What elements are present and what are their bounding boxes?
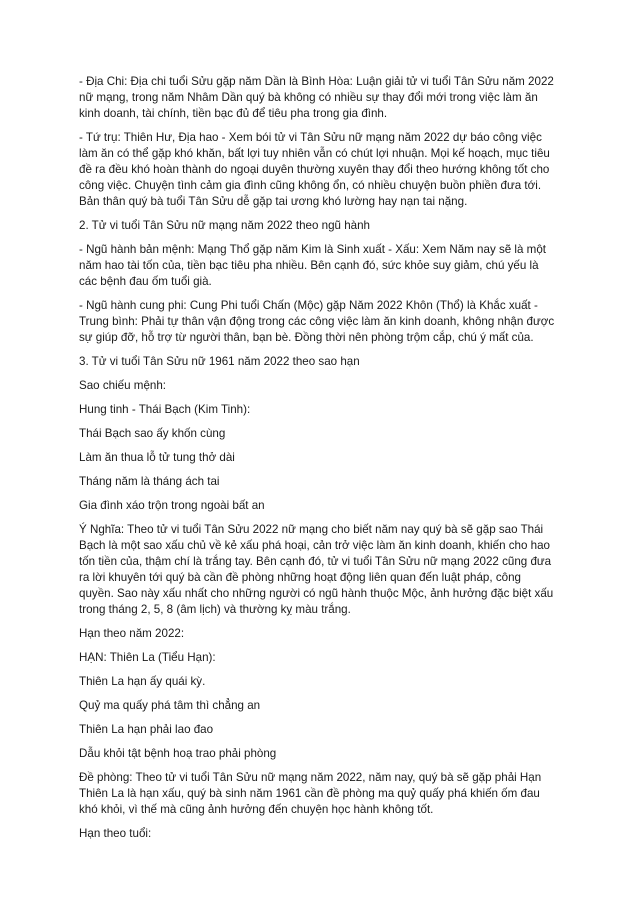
paragraph bbox=[79, 674, 565, 690]
text-line: Bản thân quý bà tuổi Tân Sửu dễ gặp tai ương khó lường hay nạn tai nặng. bbox=[79, 195, 468, 208]
text-line: - Ngũ hành bản mệnh: Mạng Thổ gặp năm Kim là Sinh xuất - Xấu: Xem Năm nay sẽ là một bbox=[79, 243, 546, 256]
text-line: Làm ăn thua lỗ tử tung thở dài bbox=[79, 451, 235, 464]
text-line: ra lời khuyên tới quý bà cần đề phòng những hoạt động liên quan đến luật pháp, công bbox=[79, 571, 521, 584]
paragraph bbox=[79, 378, 565, 394]
text-line: 3. Tử vi tuổi Tân Sửu nữ 1961 năm 2022 theo sao hạn bbox=[79, 355, 360, 368]
text-line: đề ra đều khó hoàn thành do ngoại duyên thường xuyên thay đổi theo hướng không tốt cho bbox=[79, 163, 550, 176]
paragraph bbox=[79, 826, 565, 842]
text-line: Dẫu khỏi tật bệnh hoạ trao phải phòng bbox=[79, 747, 277, 760]
text-line: Thiên La hạn ấy quái kỳ. bbox=[79, 675, 206, 688]
paragraph bbox=[79, 522, 565, 618]
text-line: - Tứ trụ: Thiên Hư, Địa hao - Xem bói tử vi Tân Sửu nữ mạng năm 2022 dự báo công việc bbox=[79, 131, 542, 144]
text-line: khó khỏi, vì thế mà cũng ảnh hưởng đến chuyện học hành không tốt. bbox=[79, 803, 434, 816]
paragraph bbox=[79, 218, 565, 234]
paragraph bbox=[79, 298, 565, 346]
text-line: làm ăn có thể gặp khó khăn, bất lợi tuy nhiên vẫn có chút lợi nhuận. Mọi kế hoạch, mục tiêu bbox=[79, 147, 550, 160]
paragraph bbox=[79, 130, 565, 210]
text-line: sự giúp đỡ, hỗ trợ từ người thân, bạn bè. Đồng thời nên phòng trộm cắp, chú ý mất của. bbox=[79, 331, 534, 344]
text-line: Thái Bạch sao ấy khốn cùng bbox=[79, 427, 226, 440]
paragraph bbox=[79, 650, 565, 666]
text-line: nữ mạng, trong năm Nhâm Dần quý bà không có nhiều sự thay đổi mới trong việc làm ăn bbox=[79, 91, 538, 104]
text-line: Thiên La là hạn xấu, quý bà sinh năm 1961 cần đề phòng ma quỷ quấy phá khiến ốm đau bbox=[79, 787, 540, 800]
text-line: Hung tinh - Thái Bạch (Kim Tinh): bbox=[79, 403, 251, 416]
paragraph bbox=[79, 426, 565, 442]
paragraph bbox=[79, 450, 565, 466]
paragraph bbox=[79, 698, 565, 714]
text-line: - Địa Chi: Địa chi tuổi Sửu gặp năm Dần là Bình Hòa: Luận giải tử vi tuổi Tân Sửu năm 2022 bbox=[79, 75, 554, 88]
paragraph bbox=[79, 354, 565, 370]
paragraph bbox=[79, 474, 565, 490]
text-line: Hạn theo tuổi: bbox=[79, 827, 152, 840]
text-line: Bạch là một sao xấu chủ về kẻ xấu phá hoại, cản trở việc làm ăn kinh doanh, khiến cho hao bbox=[79, 539, 550, 552]
text-line: quyền. Sao này xấu nhất cho những người có ngũ hành thuộc Mộc, ảnh hưởng đặc biệt xấu bbox=[79, 587, 554, 600]
text-line: 2. Tử vi tuổi Tân Sửu nữ mạng năm 2022 theo ngũ hành bbox=[79, 219, 370, 232]
paragraph bbox=[79, 746, 565, 762]
document-page bbox=[79, 74, 565, 850]
text-line: Thiên La hạn phải lao đao bbox=[79, 723, 214, 736]
text-line: Đề phòng: Theo tử vi tuổi Tân Sửu nữ mạng năm 2022, năm nay, quý bà sẽ gặp phải Hạn bbox=[79, 771, 542, 784]
text-line: trong tháng 2, 5, 8 (âm lịch) và thường kỵ màu trắng. bbox=[79, 603, 351, 616]
text-line: HẠN: Thiên La (Tiểu Hạn): bbox=[79, 651, 216, 664]
paragraph bbox=[79, 498, 565, 514]
paragraph bbox=[79, 722, 565, 738]
text-line: kinh doanh, tài chính, tiền bạc đủ để tiêu pha trong gia đình. bbox=[79, 107, 388, 120]
text-line: năm hao tài tốn của, tiền bạc tiêu pha nhiều. Bên cạnh đó, sức khỏe suy giảm, chú yếu là bbox=[79, 259, 539, 272]
paragraph bbox=[79, 242, 565, 290]
text-line: Sao chiếu mệnh: bbox=[79, 379, 167, 392]
paragraph bbox=[79, 74, 565, 122]
paragraph bbox=[79, 626, 565, 642]
text-line: Gia đình xáo trộn trong ngoài bất an bbox=[79, 499, 265, 512]
text-line: công việc. Chuyện tình cảm gia đình cũng không ổn, có nhiều chuyện buồn phiền đưa tới. bbox=[79, 179, 542, 192]
text-line: Trung bình: Phải tự thân vận động trong các công việc làm ăn kinh doanh, không nhận được bbox=[79, 315, 555, 328]
text-line: tốn tiền của, thậm chí là trắng tay. Bên cạnh đó, tử vi tuổi Tân Sửu nữ mạng 2022 cũng đưa bbox=[79, 555, 552, 568]
paragraph bbox=[79, 402, 565, 418]
text-line: Tháng năm là tháng ách tai bbox=[79, 475, 220, 488]
text-line: Ý Nghĩa: Theo tử vi tuổi Tân Sửu 2022 nữ mạng cho biết năm nay quý bà sẽ gặp sao Thái bbox=[79, 523, 544, 536]
text-line: - Ngũ hành cung phi: Cung Phi tuổi Chấn (Mộc) gặp Năm 2022 Khôn (Thổ) là Khắc xuất - bbox=[79, 299, 538, 312]
text-line: Quỷ ma quấy phá tâm thì chẳng an bbox=[79, 699, 261, 712]
text-line: Hạn theo năm 2022: bbox=[79, 627, 185, 640]
text-line: các bệnh đau ốm tuổi già. bbox=[79, 275, 212, 288]
paragraph bbox=[79, 770, 565, 818]
